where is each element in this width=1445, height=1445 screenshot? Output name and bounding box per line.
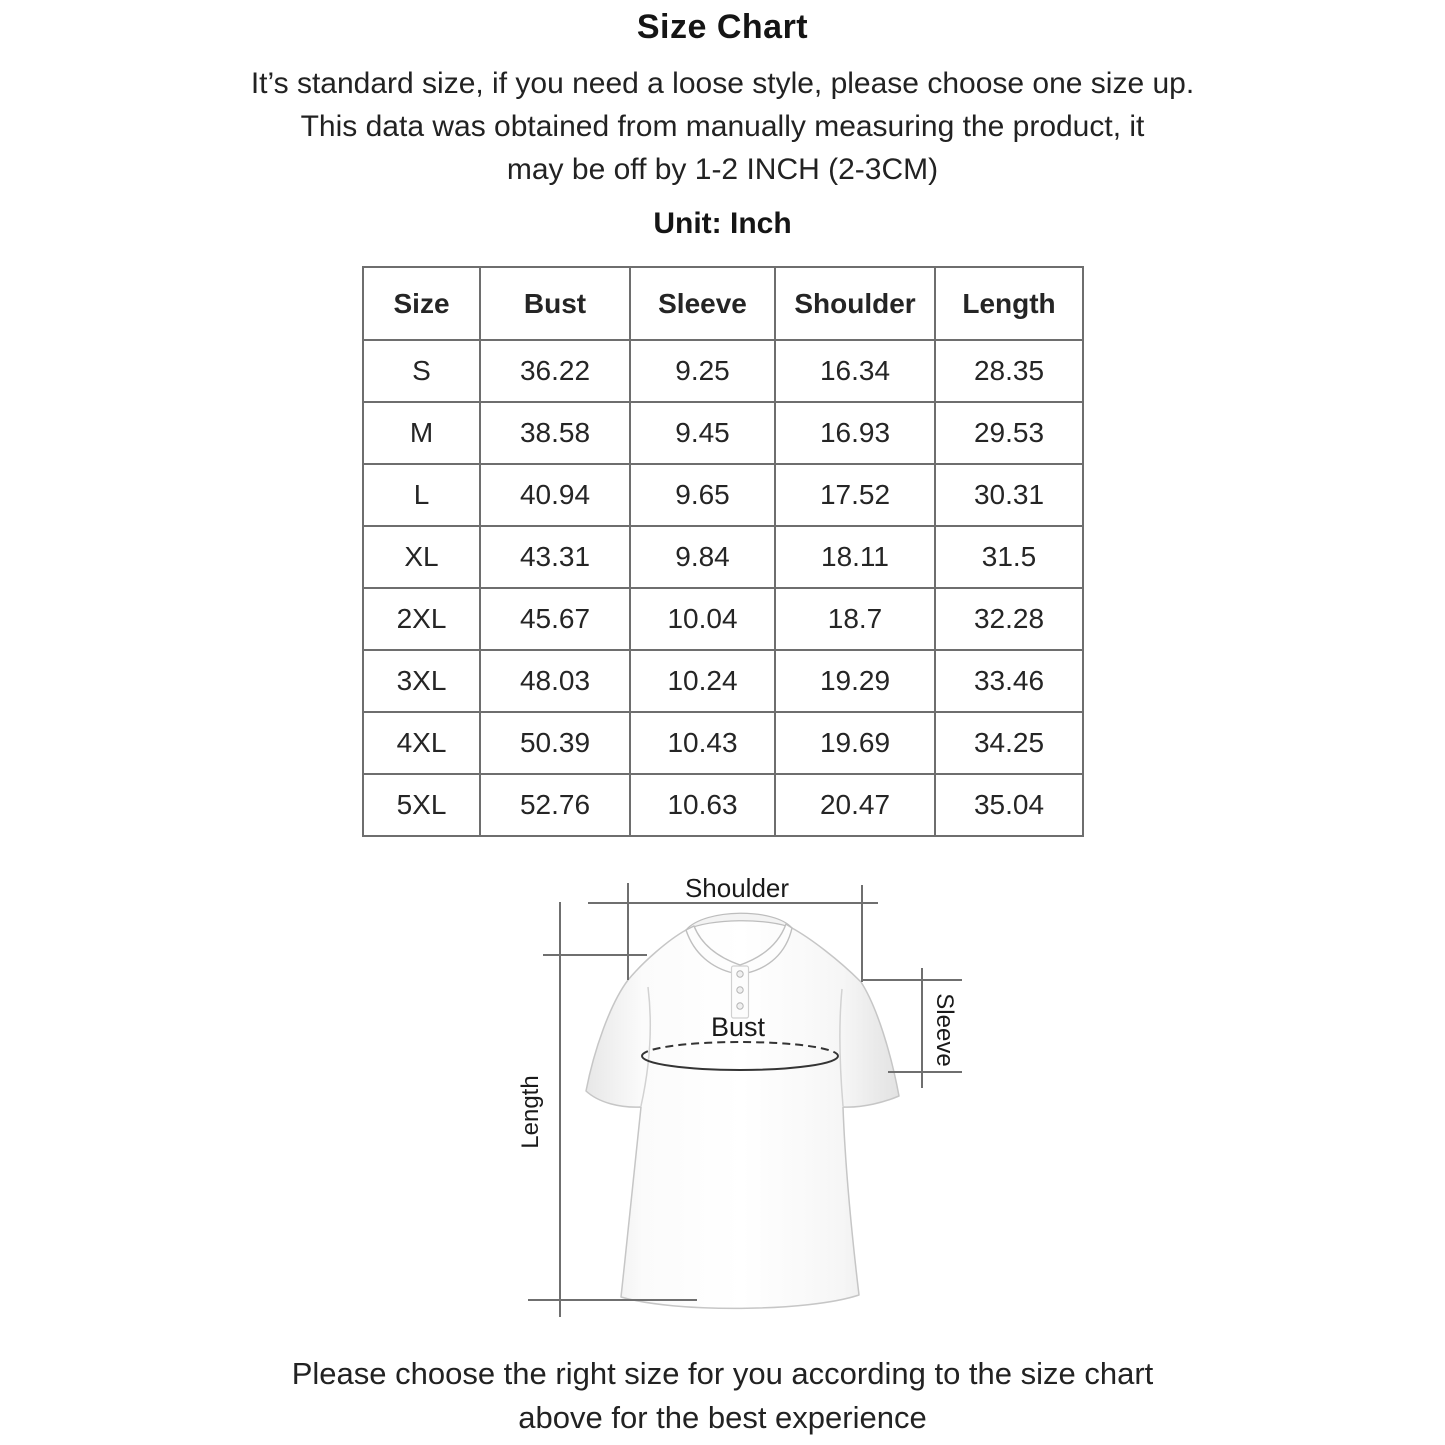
measurement-cell: 16.93 (775, 402, 935, 464)
size-table (362, 266, 1084, 837)
size-cell: 3XL (363, 650, 480, 712)
measurement-cell: 30.31 (935, 464, 1083, 526)
table-row (363, 588, 1083, 650)
table-row (363, 340, 1083, 402)
header-cell-bust: Bust (480, 267, 630, 340)
length-label: Length (517, 1075, 544, 1149)
measurement-cell: 34.25 (935, 712, 1083, 774)
measurement-cell: 9.45 (630, 402, 775, 464)
measurement-cell: 10.63 (630, 774, 775, 836)
table-row (363, 402, 1083, 464)
unit-label: Unit: Inch (653, 207, 792, 240)
size-cell: 4XL (363, 712, 480, 774)
measurement-cell: 28.35 (935, 340, 1083, 402)
measurement-cell: 36.22 (480, 340, 630, 402)
placket-button (737, 971, 743, 977)
measurement-cell: 32.28 (935, 588, 1083, 650)
placket-button (737, 1003, 743, 1009)
table-row (363, 712, 1083, 774)
placket-button (737, 987, 743, 993)
footer-note-line: Please choose the right size for you according to the size chart (291, 1356, 1154, 1391)
measurement-cell: 9.65 (630, 464, 775, 526)
header-cell-length: Length (935, 267, 1083, 340)
measurement-cell: 19.29 (775, 650, 935, 712)
measurement-cell: 31.5 (935, 526, 1083, 588)
shoulder-label: Shoulder (684, 873, 790, 903)
measurement-cell: 35.04 (935, 774, 1083, 836)
table-row (363, 526, 1083, 588)
header-cell-size: Size (363, 267, 480, 340)
size-note-line: It’s standard size, if you need a loose style, please choose one size up. (250, 67, 1195, 100)
measurement-cell: 20.47 (775, 774, 935, 836)
measurement-cell: 10.24 (630, 650, 775, 712)
footer-note-line: above for the best experience (518, 1400, 927, 1435)
measurement-cell: 52.76 (480, 774, 630, 836)
size-cell: XL (363, 526, 480, 588)
size-cell: M (363, 402, 480, 464)
size-cell: S (363, 340, 480, 402)
measurement-cell: 10.43 (630, 712, 775, 774)
measurement-cell: 9.84 (630, 526, 775, 588)
measurement-cell: 18.11 (775, 526, 935, 588)
header-cell-sleeve: Sleeve (630, 267, 775, 340)
size-table-body (363, 340, 1083, 836)
measurement-cell: 48.03 (480, 650, 630, 712)
measurement-cell: 17.52 (775, 464, 935, 526)
size-cell: 2XL (363, 588, 480, 650)
bust-label: Bust (710, 1012, 766, 1042)
measurement-cell: 43.31 (480, 526, 630, 588)
size-cell: L (363, 464, 480, 526)
measurement-cell: 29.53 (935, 402, 1083, 464)
measurement-cell: 19.69 (775, 712, 935, 774)
table-row (363, 650, 1083, 712)
table-row (363, 774, 1083, 836)
polo-shirt-illustration (586, 913, 899, 1308)
page-title: Size Chart (636, 8, 809, 46)
measurement-cell: 38.58 (480, 402, 630, 464)
table-header-row (363, 267, 1083, 340)
header-cell-shoulder: Shoulder (775, 267, 935, 340)
polo-shirt-diagram (500, 860, 980, 1330)
measurement-cell: 10.04 (630, 588, 775, 650)
table-row (363, 464, 1083, 526)
size-note-line: may be off by 1-2 INCH (2-3CM) (506, 153, 939, 186)
size-cell: 5XL (363, 774, 480, 836)
measurement-cell: 33.46 (935, 650, 1083, 712)
measurement-cell: 16.34 (775, 340, 935, 402)
footer-note (0, 1352, 1445, 1440)
size-note-line: This data was obtained from manually measuring the product, it (300, 110, 1145, 143)
measurement-cell: 40.94 (480, 464, 630, 526)
measurement-cell: 45.67 (480, 588, 630, 650)
measurement-cell: 9.25 (630, 340, 775, 402)
measurement-cell: 18.7 (775, 588, 935, 650)
size-note (0, 62, 1445, 191)
measurement-cell: 50.39 (480, 712, 630, 774)
sleeve-label: Sleeve (931, 993, 958, 1067)
